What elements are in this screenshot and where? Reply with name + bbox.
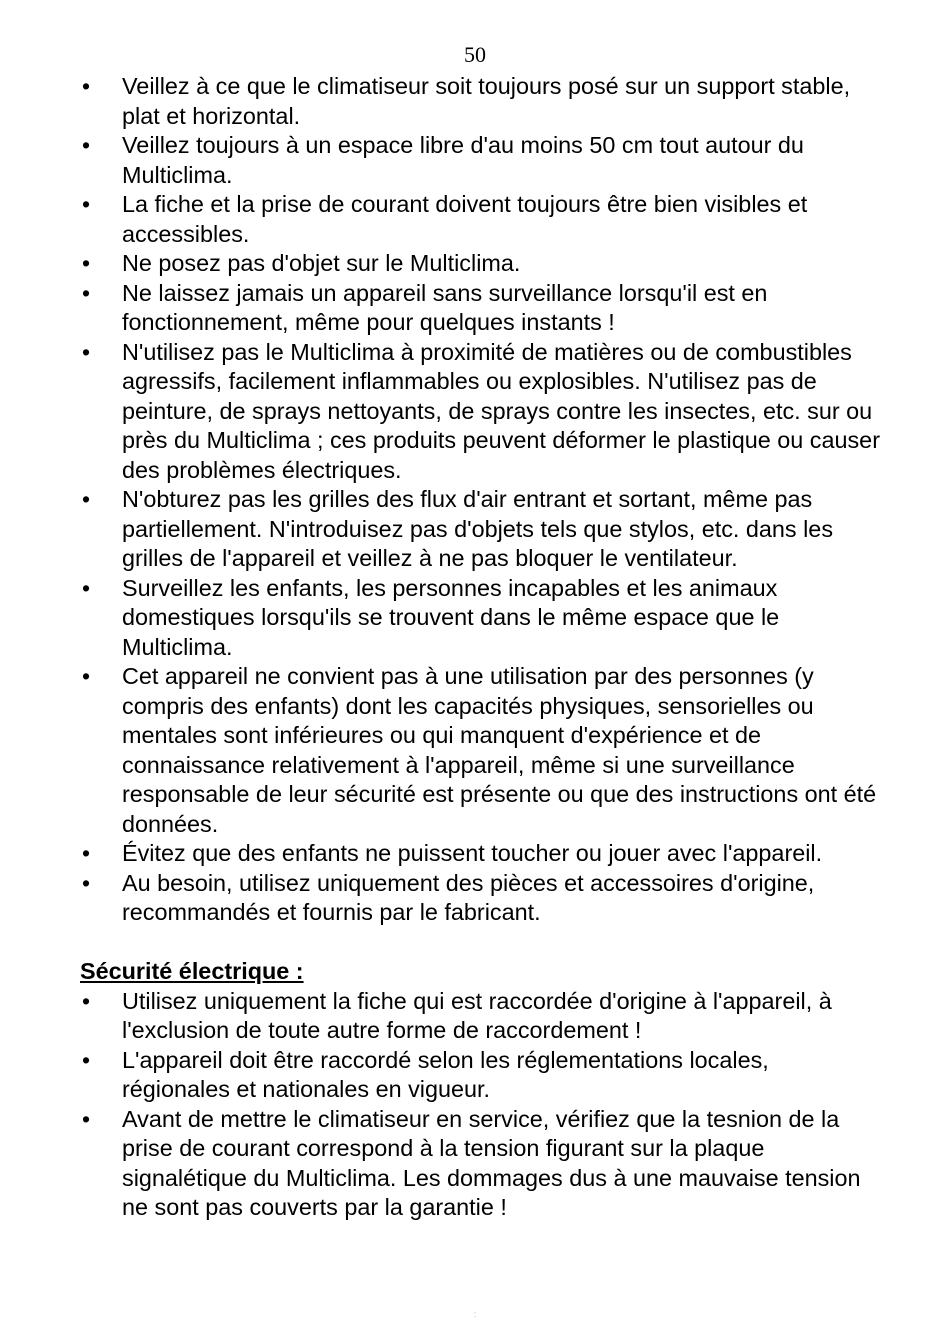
bullet-icon: • bbox=[82, 132, 91, 158]
bullet-icon: • bbox=[82, 191, 91, 217]
list-item bbox=[80, 662, 880, 839]
page-number: 50 bbox=[464, 42, 486, 67]
list-item bbox=[80, 574, 880, 663]
section-spacer bbox=[80, 928, 880, 958]
bullet-icon: • bbox=[82, 663, 91, 689]
list-item-text: Veillez toujours à un espace libre d'au moins 50 cm tout autour du Multiclima. bbox=[122, 132, 804, 188]
list-item bbox=[80, 869, 880, 928]
list-item-text: Ne laissez jamais un appareil sans surveillance lorsqu'il est en fonctionnement, même pour quelques instants ! bbox=[122, 279, 768, 335]
section-heading: Sécurité électrique : bbox=[80, 958, 304, 984]
list-item bbox=[80, 987, 880, 1046]
list-item-text: Évitez que des enfants ne puissent toucher ou jouer avec l'appareil. bbox=[122, 840, 823, 866]
list-item bbox=[80, 485, 880, 574]
list-item bbox=[80, 338, 880, 486]
document-body bbox=[80, 72, 880, 1223]
list-item-text: Cet appareil ne convient pas à une utilisation par des personnes (y compris des enfants) dont les capacités physiques, sensorielles ou mentales sont inférieures ou qui manquent d'expérience et de connaissance relativement à l'appareil, même si une surveillance responsable de leur sécurité est présente ou que des instructions ont été données. bbox=[122, 663, 877, 837]
list-item-text: Utilisez uniquement la fiche qui est raccordée d'origine à l'appareil, à l'exclusion de toute autre forme de raccordement ! bbox=[122, 987, 832, 1043]
list-item bbox=[80, 131, 880, 190]
bullet-icon: • bbox=[82, 987, 91, 1014]
bullet-icon: • bbox=[82, 486, 91, 512]
list-item bbox=[80, 1105, 880, 1223]
bullet-icon: • bbox=[82, 338, 91, 365]
list-item-text: Ne posez pas d'objet sur le Multiclima. bbox=[122, 250, 521, 276]
list-item-text: La fiche et la prise de courant doivent toujours être bien visibles et accessibles. bbox=[122, 191, 808, 247]
list-item-text: Au besoin, utilisez uniquement des pièces et accessoires d'origine, recommandés et fournis par le fabricant. bbox=[122, 869, 815, 925]
bullet-icon: • bbox=[82, 279, 91, 306]
list-item-text: N'obturez pas les grilles des flux d'air entrant et sortant, même pas partiellement. N'introduisez pas d'objets tels que stylos, etc. dans les grilles de l'appareil et veillez à ne pas bloquer le ventilateur. bbox=[122, 486, 834, 571]
bullet-icon: • bbox=[82, 1046, 91, 1073]
list-item-text: Veillez à ce que le climatiseur soit toujours posé sur un support stable, plat et horizontal. bbox=[122, 73, 851, 129]
footer-mark: : bbox=[473, 1310, 477, 1319]
list-item bbox=[80, 279, 880, 338]
electrical-safety-list bbox=[80, 987, 880, 1223]
safety-list bbox=[80, 72, 880, 928]
list-item-text: N'utilisez pas le Multiclima à proximité de matières ou de combustibles agressifs, facilement inflammables ou explosibles. N'utilisez pas de peinture, de sprays nettoyants, de sprays contre les insectes, etc. sur ou près du Multiclima ; ces produits peuvent déformer le plastique ou causer des problèmes électriques. bbox=[122, 338, 880, 483]
bullet-icon: • bbox=[82, 574, 91, 601]
list-item bbox=[80, 839, 880, 869]
list-item bbox=[80, 249, 880, 279]
bullet-icon: • bbox=[82, 250, 91, 276]
list-item-text: Avant de mettre le climatiseur en service, vérifiez que la tesnion de la prise de courant correspond à la tension figurant sur la plaque signalétique du Multiclima. Les dommages dus à une mauvaise tension ne sont pas couverts par la garantie ! bbox=[122, 1105, 861, 1220]
bullet-icon: • bbox=[82, 840, 91, 866]
list-item bbox=[80, 1046, 880, 1105]
list-item bbox=[80, 72, 880, 131]
bullet-icon: • bbox=[82, 1105, 91, 1132]
list-item-text: Surveillez les enfants, les personnes incapables et les animaux domestiques lorsqu'ils se trouvent dans le même espace que le Multiclima. bbox=[122, 574, 780, 660]
bullet-icon: • bbox=[82, 869, 91, 896]
list-item-text: L'appareil doit être raccordé selon les réglementations locales, régionales et nationales en vigueur. bbox=[122, 1046, 769, 1102]
list-item bbox=[80, 190, 880, 249]
bullet-icon: • bbox=[82, 73, 91, 99]
